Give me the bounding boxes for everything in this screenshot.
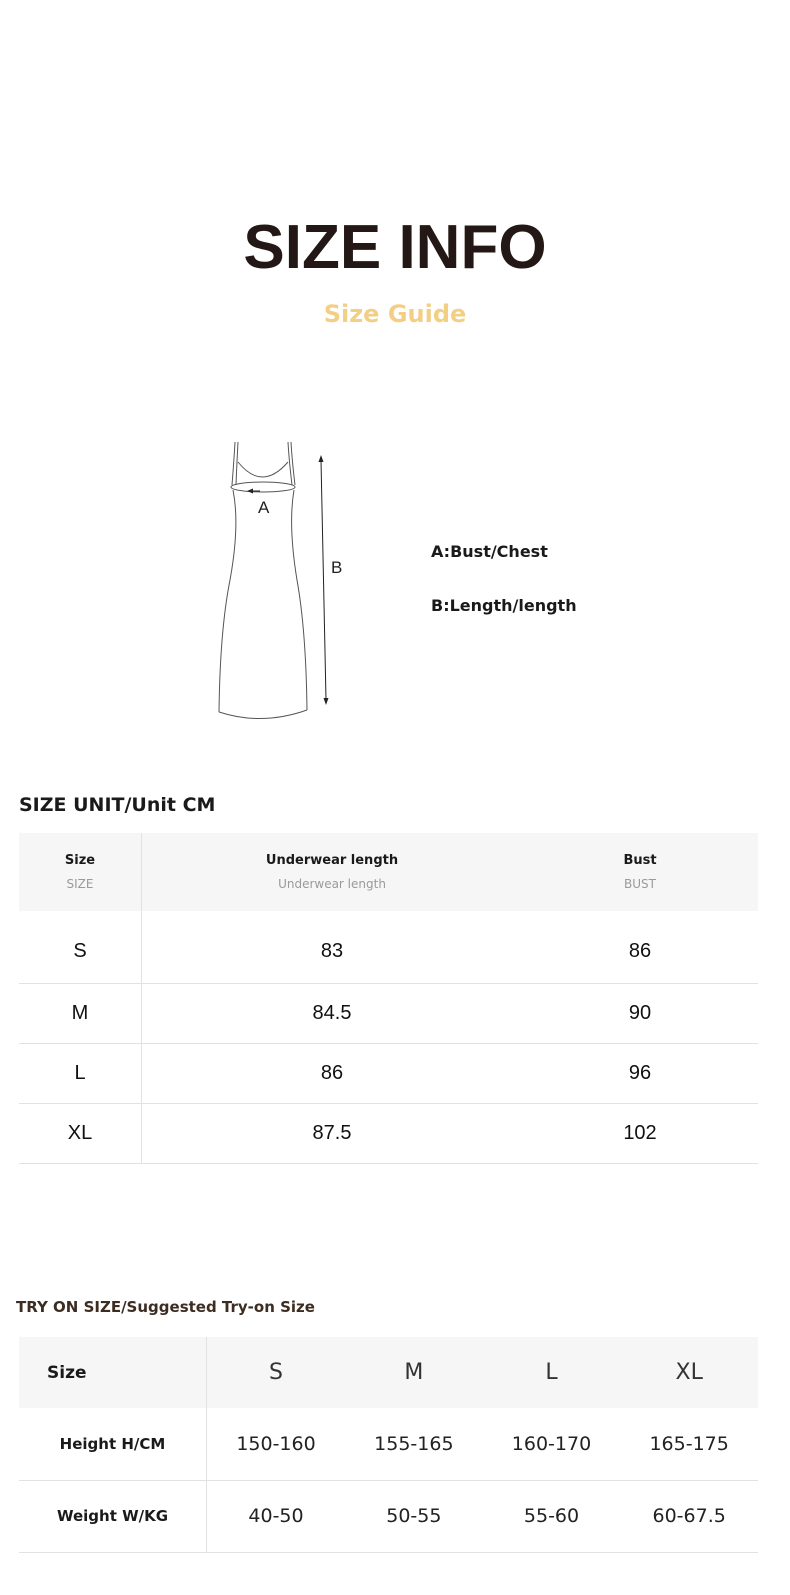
size-table <box>19 833 758 1164</box>
cell-bust: 96 <box>522 1043 758 1103</box>
size-table-header <box>19 833 758 911</box>
measure-label-b: B <box>331 558 343 577</box>
table-row <box>19 1408 758 1480</box>
cell-value: 160-170 <box>483 1408 621 1480</box>
cell-size: L <box>19 1043 142 1103</box>
table-row <box>19 1480 758 1552</box>
legend-bust: A:Bust/Chest <box>431 542 548 561</box>
table-row <box>19 983 758 1043</box>
row-label-height: Height H/CM <box>19 1408 207 1480</box>
size-unit-title: SIZE UNIT/Unit CM <box>19 794 216 816</box>
cell-length: 84.5 <box>142 983 523 1043</box>
cell-value: 55-60 <box>483 1480 621 1552</box>
header-length <box>142 833 523 911</box>
cell-bust: 86 <box>522 911 758 983</box>
garment-diagram <box>200 430 360 730</box>
header-length-label: Underwear length <box>265 853 399 868</box>
legend-length: B:Length/length <box>431 596 577 615</box>
cell-size: M <box>19 983 142 1043</box>
cell-value: 150-160 <box>207 1408 346 1480</box>
try-on-table <box>19 1337 758 1553</box>
table-row <box>19 1043 758 1103</box>
header-size-s: S <box>269 1360 283 1385</box>
header-size-label: Size <box>64 853 96 868</box>
table-row <box>19 911 758 983</box>
page-title: SIZE INFO <box>243 213 547 282</box>
header-bust-label: Bust <box>623 853 657 868</box>
cell-value: 165-175 <box>620 1408 758 1480</box>
cell-length: 87.5 <box>142 1103 523 1163</box>
header-size-sub: SIZE <box>66 877 94 891</box>
row-label-weight: Weight W/KG <box>19 1480 207 1552</box>
page-subtitle: Size Guide <box>323 300 467 328</box>
cell-value: 60-67.5 <box>620 1480 758 1552</box>
cell-value: 50-55 <box>345 1480 483 1552</box>
header-bust <box>522 833 758 911</box>
cell-value: 40-50 <box>207 1480 346 1552</box>
cell-bust: 90 <box>522 983 758 1043</box>
measure-label-a: A <box>258 498 270 517</box>
header-length-sub: Underwear length <box>278 877 386 891</box>
cell-bust: 102 <box>522 1103 758 1163</box>
cell-length: 86 <box>142 1043 523 1103</box>
slip-dress-illustration <box>200 430 360 730</box>
cell-length: 83 <box>142 911 523 983</box>
header-size: Size <box>19 1337 207 1408</box>
header-size-xl: XL <box>675 1360 703 1385</box>
try-on-title: TRY ON SIZE/Suggested Try-on Size <box>16 1298 315 1316</box>
header-size-l: L <box>545 1360 558 1385</box>
header-size <box>19 833 142 911</box>
try-on-header <box>19 1337 758 1408</box>
header-bust-sub: BUST <box>624 877 656 891</box>
table-row <box>19 1103 758 1163</box>
cell-size: XL <box>19 1103 142 1163</box>
header-size-m: M <box>404 1360 424 1385</box>
cell-size: S <box>19 911 142 983</box>
cell-value: 155-165 <box>345 1408 483 1480</box>
